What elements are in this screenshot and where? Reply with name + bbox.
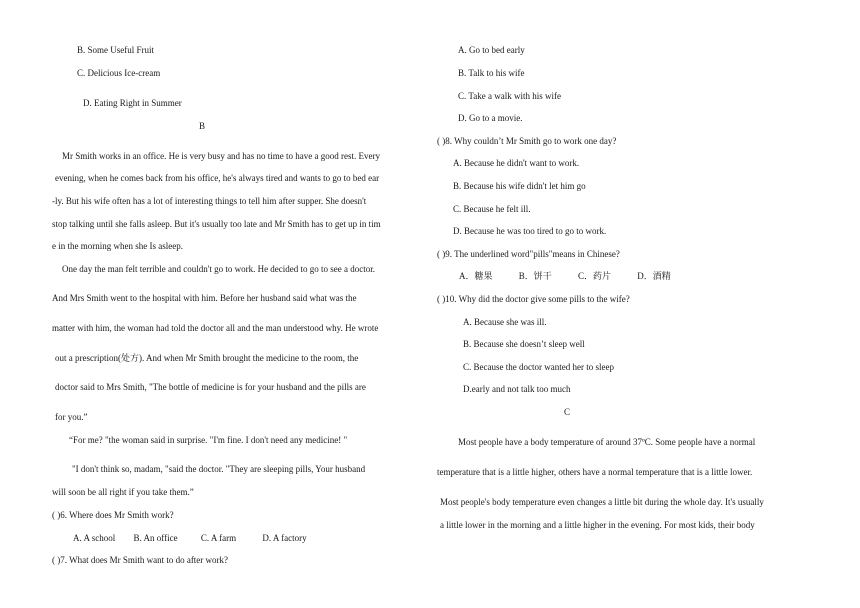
passage-b-line: will soon be all right if you take them.”	[52, 487, 194, 497]
passage-b-line: stop talking until she falls asleep. But it's usually too late and Mr Smith has to get up in tim	[52, 219, 381, 229]
question-10: ( )10. Why did the doctor give some pills to the wife?	[437, 294, 630, 304]
passage-b-line: Mr Smith works in an office. He is very busy and has no time to have a good rest. Every	[62, 151, 381, 161]
passage-c-line: a little lower in the morning and a little higher in the evening. For most kids, their body	[440, 520, 755, 530]
q9-option-b: B．饼干	[518, 271, 552, 281]
passage-b-line: -ly. But his wife often has a lot of interesting things to tell him after supper. She doesn't	[52, 196, 367, 206]
question-8: ( )8. Why couldn’t Mr Smith go to work one day?	[437, 136, 617, 146]
passage-b-line: matter with him, the woman had told the doctor all and the man understood why. He wrote	[52, 323, 379, 333]
q8-option-d: D. Because he was too tired to go to work.	[453, 226, 607, 236]
passage-b-line: "I don't think so, madam, "said the doctor. "They are sleeping pills, Your husband	[72, 464, 366, 474]
q7-option-b: B. Talk to his wife	[458, 68, 525, 78]
passage-c-line: Most people have a body temperature of around 37ºC. Some people have a normal	[458, 437, 756, 447]
q6-option-d: D. A factory	[262, 533, 307, 543]
question-7: ( )7. What does Mr Smith want to do after work?	[52, 555, 229, 565]
passage-c-line: Most people's body temperature even changes a little bit during the whole day. It's usually	[440, 497, 764, 507]
passage-b-line: One day the man felt terrible and couldn't go to work. He decided to go to see a doctor.	[62, 264, 376, 274]
q10-option-d: D.early and not talk too much	[463, 384, 571, 394]
question-6: ( )6. Where does Mr Smith work?	[52, 510, 174, 520]
q8-option-c: C. Because he felt ill.	[453, 204, 531, 214]
passage-b-line: e in the morning when she Is asleep.	[52, 241, 183, 251]
q6-options	[73, 533, 307, 544]
q8-option-b: B. Because his wife didn't let him go	[453, 181, 586, 191]
passage-b-line: doctor said to Mrs Smith, "The bottle of medicine is for your husband and the pills are	[55, 382, 366, 392]
passage-b-line: out a prescription(处方). And when Mr Smith brought the medicine to the room, the	[55, 353, 359, 363]
q5-option-d: D. Eating Right in Summer	[83, 98, 182, 108]
q9-option-d: D．酒精	[637, 271, 671, 281]
q10-option-b: B. Because she doesn’t sleep well	[463, 339, 585, 349]
passage-b-line: “For me? "the woman said in surprise. "I'm fine. I don't need any medicine! "	[69, 435, 348, 445]
q9-options	[459, 271, 671, 282]
q6-option-c: C. A farm	[200, 533, 237, 543]
question-9: ( )9. The underlined word"pills"means in Chinese?	[437, 249, 620, 259]
q9-option-c: C．药片	[578, 271, 612, 281]
passage-b-line: And Mrs Smith went to the hospital with him. Before her husband said what was the	[52, 293, 357, 303]
q9-option-a: A．糖果	[459, 271, 493, 281]
passage-b-line: for you.”	[55, 412, 88, 422]
q5-option-b: B. Some Useful Fruit	[77, 45, 155, 55]
passage-b-line: evening, when he comes back from his office, he's always tired and wants to go to bed ear	[55, 173, 380, 183]
section-c-heading: C	[564, 407, 571, 417]
q6-option-a: A. A school	[73, 533, 116, 543]
passage-c-line: temperature that is a little higher, others have a normal temperature that is a little lower.	[437, 467, 753, 477]
q10-option-c: C. Because the doctor wanted her to sleep	[463, 362, 614, 372]
q7-option-a: A. Go to bed early	[458, 45, 525, 55]
section-b-heading: B	[199, 121, 206, 131]
q10-option-a: A. Because she was ill.	[463, 317, 547, 327]
q7-option-c: C. Take a walk with his wife	[458, 91, 561, 101]
q6-option-b: B. An office	[133, 533, 178, 543]
q8-option-a: A. Because he didn't want to work.	[453, 158, 580, 168]
q5-option-c: C. Delicious Ice-cream	[77, 68, 161, 78]
q7-option-d: D. Go to a movie.	[458, 113, 523, 123]
